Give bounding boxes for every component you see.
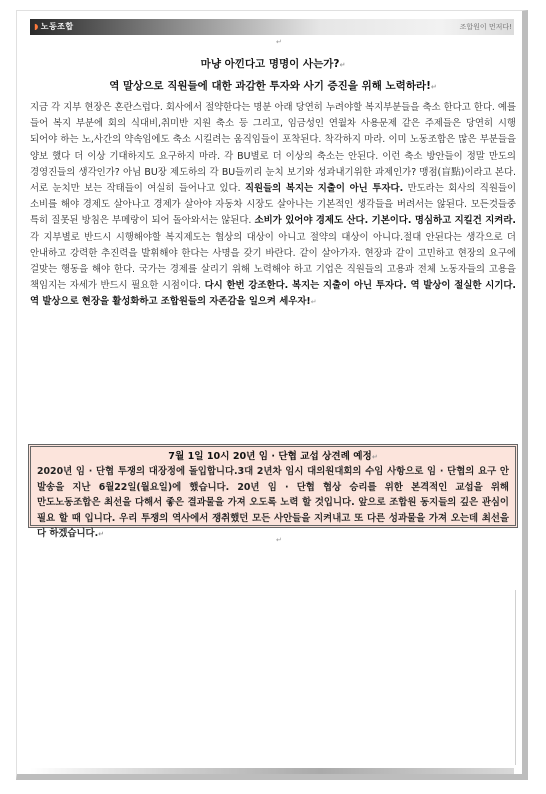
subheadline-text: 역 말상으로 직원들에 대한 과감한 투자와 사기 증진을 위해 노력하라! [109, 80, 431, 92]
body-emphasis-1: 직원들의 복지는 지출이 아닌 투자다. [244, 183, 404, 195]
headline [0, 56, 546, 71]
subheadline [0, 78, 546, 93]
footer-bar [30, 768, 514, 774]
headline-text: 마냥 아낀다고 명명이 사는가? [200, 58, 340, 70]
paragraph-mark: ↵ [276, 536, 282, 544]
article-body [30, 100, 516, 311]
notice-title-text: 7월 1일 10시 20년 임 · 단협 교섭 상견례 예정 [168, 451, 372, 462]
paragraph-mark: ↵ [339, 61, 346, 69]
header-slogan: 조합원이 먼저다! [459, 23, 512, 31]
header-bar [30, 19, 514, 35]
logo-mark-icon: ◗ [34, 22, 39, 31]
notice-title [37, 450, 509, 464]
margin-guide [515, 590, 516, 765]
notice-body [37, 464, 509, 543]
paragraph-mark: ↵ [430, 83, 437, 91]
union-logo [34, 21, 74, 33]
body-emphasis-2: 소비가 있어야 경제도 산다. 기본이다. 명심하고 지킬건 지켜라. [254, 215, 516, 227]
body-emphasis-3: 다시 한번 강조한다. 복지는 지출이 아닌 투자다. 역 발상이 절실한 시기다. 역 발상으로 현장을 활성화하고 조합원들의 자존감을 일으켜 세우자! [30, 280, 516, 308]
body-paragraph-1: 지금 각 지부 현장은 혼란스럽다. 회사에서 절약한다는 명분 아래 당연히 누려야할 복지부분들을 축소 한다고 한다. 예를 들어 복지 부분에 회의 식대비,취미반 지원 축소 등 그리고, 임금성인 연월차 사용문제 같은 주제들은 당연히 시행 되어야 하는 노,사간의 약속임에도 축소 시킬려는 움직임들이 포착된다. 착각하지 마라. 이미 노동조합은 많은 부분들을 양보 했다 더 이상 기대하지도 요구하지 마라. 각 BU별로 더 이상의 축소는 안된다. 이런 축소 방안들이 정말 만도의 경영진들의 생각인가? 아님 BU장 제도하의 각 BU들끼리 눈치 보기와 성과내기위한 과제인가? 맹점(盲點)이라고 본다. 서로 눈치만 보는 작태들이 여실히 들어나고 있다. [30, 102, 516, 195]
paragraph-mark: ↵ [276, 38, 282, 46]
notice-box [28, 444, 518, 540]
body-paragraph-3: 각 지부별로 반드시 시행해야할 복지제도는 협상의 대상이 아니고 절약의 대상이 아니다.절대 안된다는 생각으로 더 안내하고 강력한 추진력을 발휘해야 한다는 사명을 갖기 바란다. 같이 살아가자. 현장과 같이 고민하고 현장의 요구에 걸맞는 행동을 해야 한다. 국가는 경제를 살리기 위해 노력해야 하고 기업은 직원들의 고용과 전체 노동자들의 고용을 책임지는 자세가 반드시 필요한 시점이다. [30, 231, 516, 292]
logo-text: 노동조합 [40, 22, 74, 31]
notice-body-text: 2020년 임 · 단협 투쟁의 대장정에 돌입합니다.3대 2년차 임시 대의원대회의 수임 사항으로 임 · 단협의 요구 안 발송을 지난 6월22일(월요일)에 했습니다. 20년 임 · 단협 협상 승리를 위한 본격적인 교섭을 위해 만도노동조합은 최선을 다해서 좋은 결과물을 가져 오도록 노력 할 것입니다. 앞으로 조합원 동지들의 깊은 관심이 필요 할 때 입니다. 우리 투쟁의 역사에서 쟁취했던 모든 사안들을 지켜내고 또 다른 성과물을 가져 오는데 최선을 다 하겠습니다. [37, 466, 509, 540]
paragraph-mark: ↵ [98, 530, 105, 539]
paragraph-mark: ↵ [371, 453, 378, 461]
body-paragraph-2: 만도라는 회사의 직원들이 소비를 해야 경제도 살아나고 경제가 살아야 자동차 시장도 살아나는 기본적인 생각들을 버려서는 않된다. 모든것들중 특히 질못된 방침은 부메랑이 되어 돌아와서는 않된다. [30, 183, 517, 227]
paragraph-mark: ↵ [310, 298, 317, 307]
